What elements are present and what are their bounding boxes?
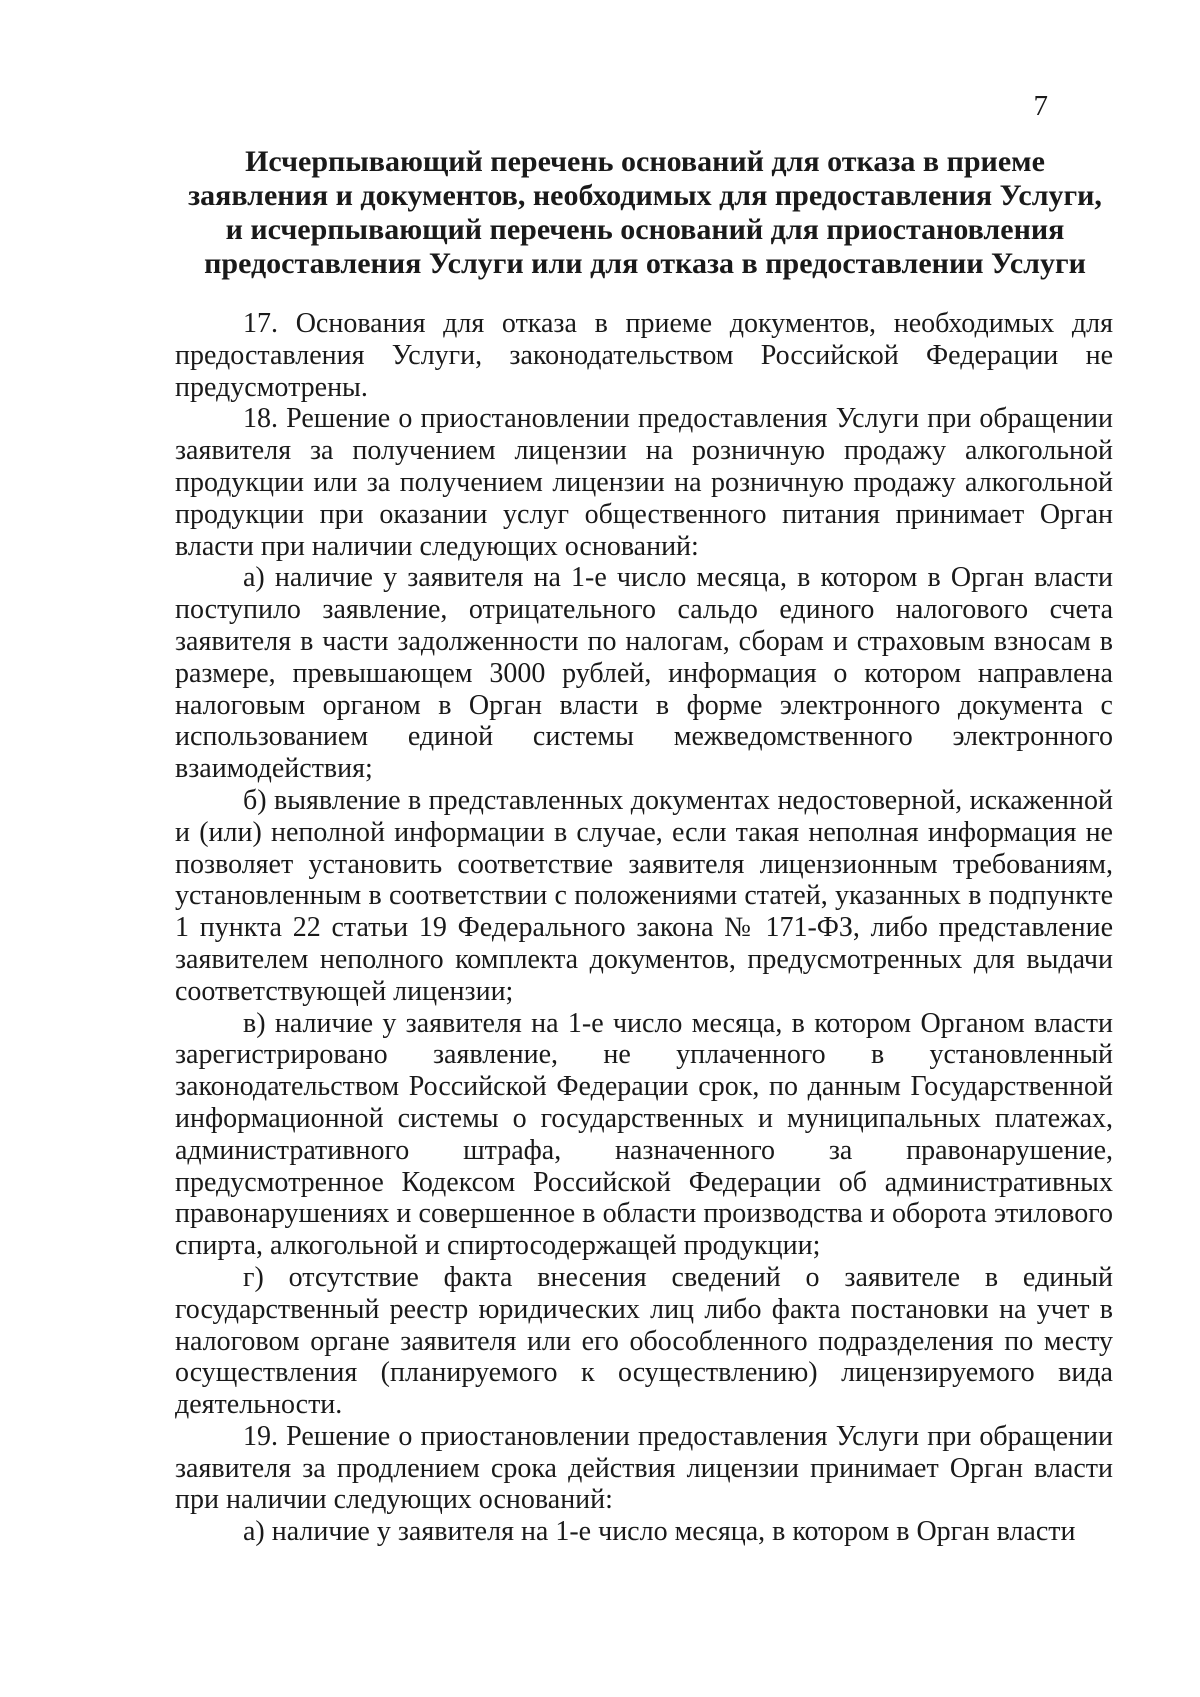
paragraph-18-b: б) выявление в представленных документах недостоверной, искаженной и (или) неполной информации в случае, если такая неполная информация не позволяет установить соответствие заявителя лицензионным требованиям, установленным в соответствии с положениями статей, указанных в подпункте 1 пункта 22 статьи 19 Федерального закона № 171-ФЗ, либо представление заявителем неполного комплекта документов, предусмотренных для выдачи соответствующей лицензии;: [175, 784, 1113, 1007]
paragraph-19: 19. Решение о приостановлении предоставления Услуги при обращении заявителя за продлением срока действия лицензии принимает Орган власти при наличии следующих оснований:: [175, 1420, 1113, 1516]
paragraph-17: 17. Основания для отказа в приеме документов, необходимых для предоставления Услуги, законодательством Российской Федерации не предусмотрены.: [175, 308, 1113, 403]
heading-line: и исчерпывающий перечень оснований для приостановления: [225, 213, 1065, 246]
document-body: [175, 308, 1113, 1548]
page-number: 7: [1033, 90, 1048, 122]
paragraph-18-a: а) наличие у заявителя на 1-е число месяца, в котором в Орган власти поступило заявление, отрицательного сальдо единого налогового счета заявителя в части задолженности по налогам, сборам и страховым взносам в размере, превышающем 3000 рублей, информация о котором направлена налоговым органом в Орган власти в форме электронного документа с использованием единой системы межведомственного электронного взаимодействия;: [175, 562, 1113, 785]
paragraph-18: 18. Решение о приостановлении предоставления Услуги при обращении заявителя за получением лицензии на розничную продажу алкогольной продукции или за получением лицензии на розничную продажу алкогольной продукции при оказании услуг общественного питания принимает Орган власти при наличии следующих оснований:: [175, 403, 1113, 562]
heading-line: заявления и документов, необходимых для предоставления Услуги,: [188, 179, 1102, 212]
paragraph-18-v: в) наличие у заявителя на 1-е число месяца, в котором Органом власти зарегистрировано заявление, не уплаченного в установленный законодательством Российской Федерации срок, по данным Государственной информационной системы о государственных и муниципальных платежах, административного штрафа, назначенного за правонарушение, предусмотренное Кодексом Российской Федерации об административных правонарушениях и совершенное в области производства и оборота этилового спирта, алкогольной и спиртосодержащей продукции;: [175, 1007, 1113, 1262]
heading-line: Исчерпывающий перечень оснований для отказа в приеме: [245, 145, 1045, 178]
section-heading: [175, 145, 1115, 281]
heading-line: предоставления Услуги или для отказа в предоставлении Услуги: [204, 247, 1086, 280]
paragraph-19-a: а) наличие у заявителя на 1-е число месяца, в котором в Орган власти: [243, 1516, 1076, 1548]
paragraph-18-g: г) отсутствие факта внесения сведений о заявителе в единый государственный реестр юридических лиц либо факта постановки на учет в налоговом органе заявителя или его обособленного подразделения по месту осуществления (планируемого к осуществлению) лицензируемого вида деятельности.: [175, 1261, 1113, 1421]
